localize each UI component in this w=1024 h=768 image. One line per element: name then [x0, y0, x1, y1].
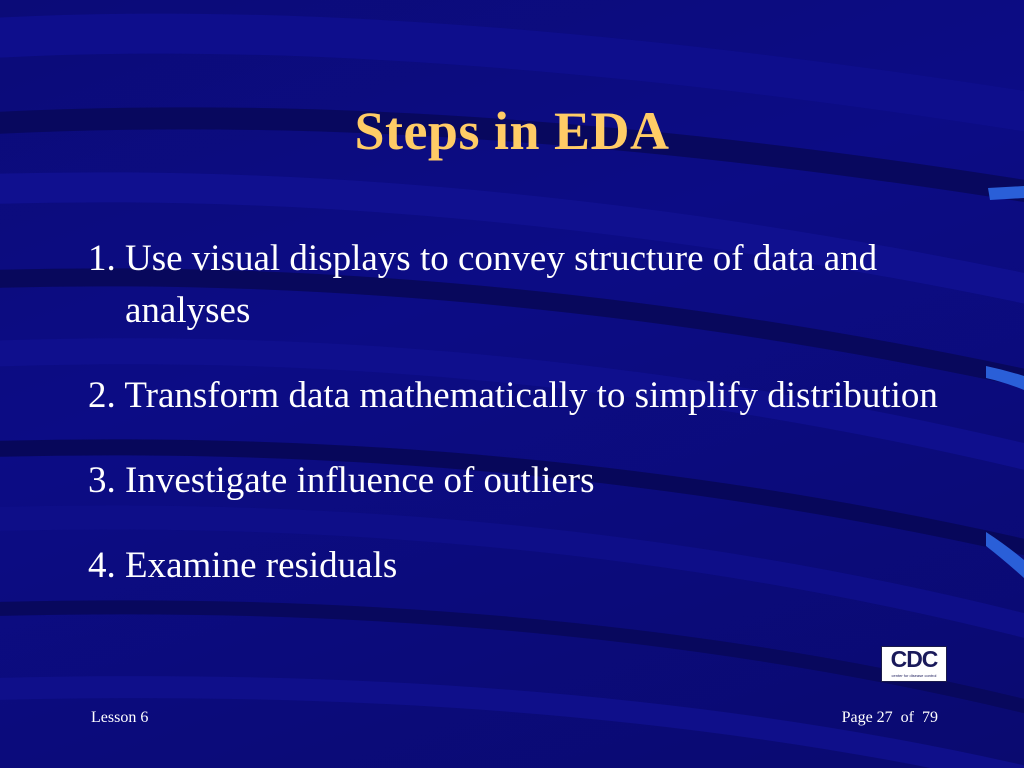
list-item: 3. Investigate influence of outliers — [88, 460, 595, 501]
page-number — [842, 709, 938, 727]
of-label: of — [900, 709, 914, 726]
swoosh-accent — [988, 186, 1024, 200]
steps-list — [88, 233, 948, 592]
swoosh-band — [0, 687, 1024, 768]
page-total: 79 — [922, 709, 938, 726]
cdc-logo-tagline: center for disease control — [891, 673, 937, 678]
cdc-logo — [881, 646, 947, 682]
lesson-label: Lesson 6 — [91, 709, 149, 726]
list-item: 1. Use visual displays to convey structure of data and analyses — [88, 238, 878, 331]
list-item: 4. Examine residuals — [88, 545, 398, 586]
cdc-logo-text: CDC — [890, 646, 938, 672]
page-label: Page — [841, 709, 873, 726]
slide-title: Steps in EDA — [354, 101, 670, 161]
list-item: 2. Transform data mathematically to simplify distribution — [88, 375, 938, 416]
page-current: 27 — [876, 709, 893, 726]
